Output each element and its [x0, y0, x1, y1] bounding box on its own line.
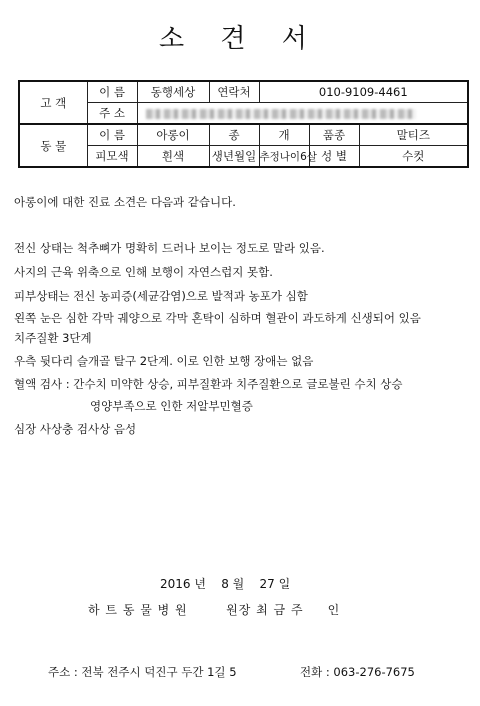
species-value: 개 [259, 124, 309, 146]
finding-line: 피부상태는 전신 농피증(세균감염)으로 발적과 농포가 심함 [14, 289, 308, 303]
address-label: 주 소 [87, 103, 137, 125]
animal-header: 동 물 [19, 124, 87, 167]
finding-line: 왼쪽 눈은 심한 각막 궤양으로 각막 혼탁이 심하며 혈관이 과도하게 신생되어 있음 [14, 311, 421, 325]
breed-value: 말티즈 [359, 124, 468, 146]
finding-line: 전신 상태는 척추뼈가 명확히 드러나 보이는 정도로 말라 있음. [14, 241, 325, 255]
document-title: 소 견 서 [159, 24, 321, 54]
intro-text: 아롱이에 대한 진료 소견은 다음과 같습니다. [14, 195, 236, 209]
contact-label: 연락처 [209, 81, 259, 103]
species-label: 종 [209, 124, 259, 146]
phone-value: 010-9109-4461 [259, 81, 468, 103]
client-name-label: 이 름 [87, 81, 137, 103]
coat-label: 피모색 [87, 146, 137, 168]
finding-line: 사지의 근육 위축으로 인해 보행이 자연스럽지 못함. [14, 265, 273, 279]
finding-line: 우측 뒷다리 슬개골 탈구 2단계. 이로 인한 보행 장애는 없음 [14, 354, 314, 368]
finding-line: 치주질환 3단계 [14, 331, 92, 345]
hospital-address: 주소 : 전북 전주시 덕진구 두간 1길 5 [48, 665, 237, 679]
info-table [18, 80, 469, 168]
finding-line: 영양부족으로 인한 저알부민혈증 [90, 399, 253, 413]
address-value-redacted [137, 103, 468, 125]
issue-date: 2016 년 8 월 27 일 [160, 577, 291, 591]
finding-line: 심장 사상충 검사상 음성 [14, 422, 137, 436]
redaction-blur [146, 109, 416, 119]
age-value: 추정나이6살 [259, 146, 309, 168]
animal-name-value: 아롱이 [137, 124, 209, 146]
animal-name-label: 이 름 [87, 124, 137, 146]
hospital-phone: 전화 : 063-276-7675 [300, 665, 415, 679]
finding-line: 혈액 검사 : 간수치 미약한 상승, 피부질환과 치주질환으로 글로불린 수치 상승 [14, 377, 403, 391]
client-name-value: 동행세상 [137, 81, 209, 103]
client-header: 고 객 [19, 81, 87, 124]
sex-value: 수컷 [359, 146, 468, 168]
breed-label: 품종 [309, 124, 359, 146]
dob-label: 생년월일 [209, 146, 259, 168]
coat-value: 흰색 [137, 146, 209, 168]
sex-label: 성 별 [309, 146, 359, 168]
hospital-signature: 하 트 동 물 병 원 원장 최 금 주 인 [88, 603, 341, 617]
